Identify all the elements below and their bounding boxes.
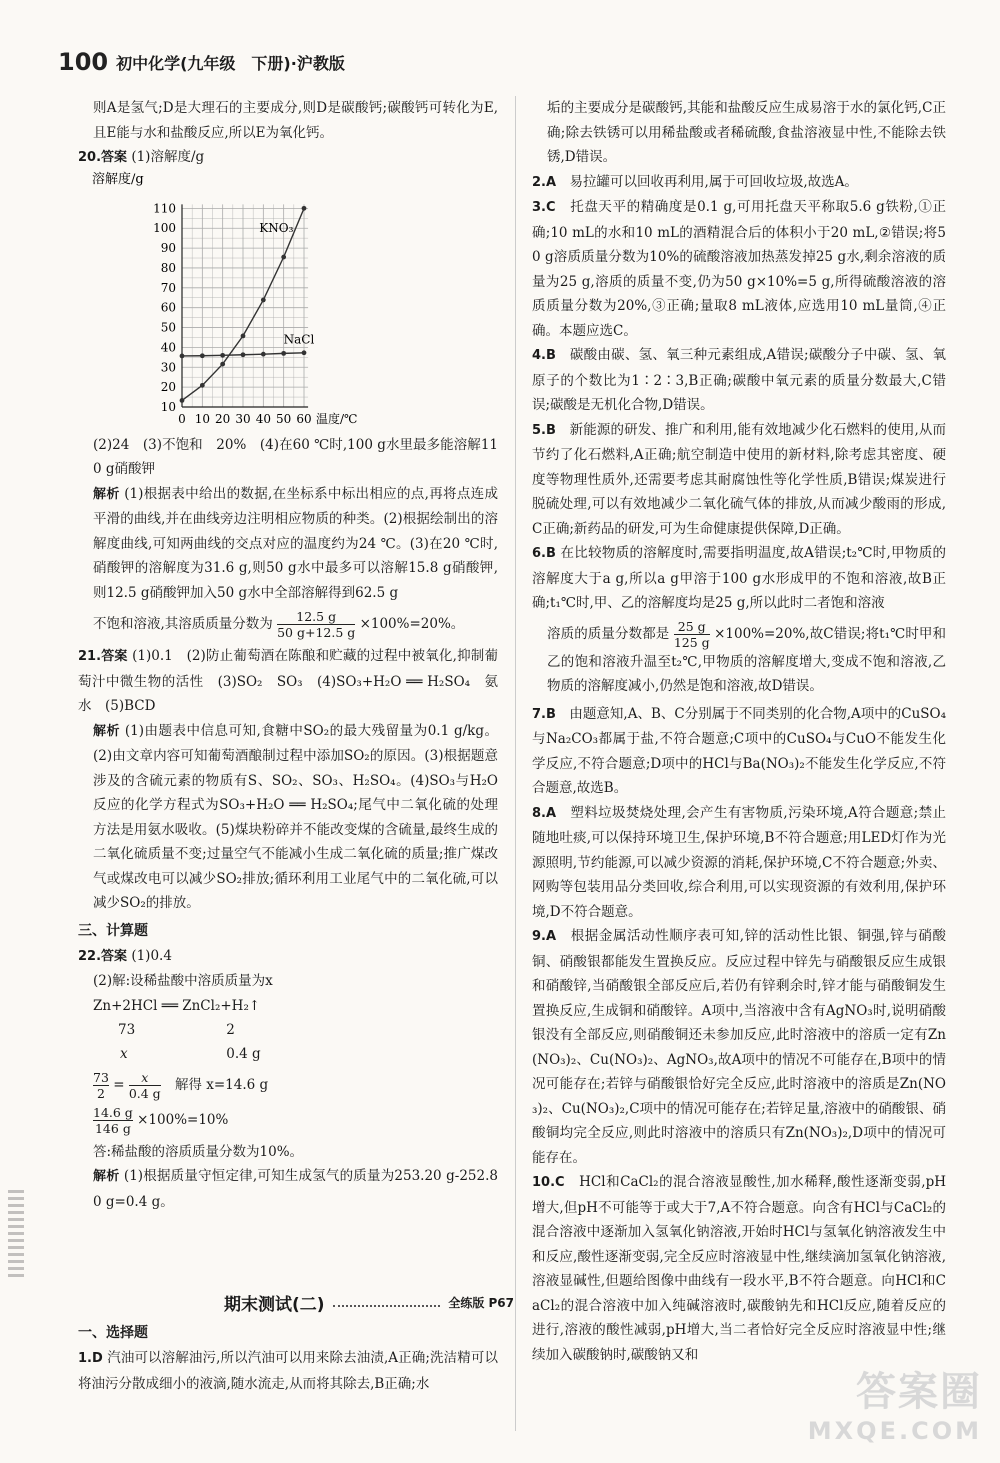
q21-analysis	[78, 719, 498, 916]
answer-label: 4.B	[532, 348, 556, 363]
x-axis-title: 温度/℃	[316, 411, 358, 426]
q22-frac2-num: x	[141, 1069, 149, 1085]
y-tick-label: 60	[160, 300, 176, 315]
y-tick-label: 40	[160, 339, 176, 354]
q1-text: 汽油可以溶解油污,所以汽油可以用来除去油渍,A正确;洗洁精可以将油污分散成细小的液滴,随水流走,从而将其除去,B正确;水	[78, 1350, 498, 1392]
q22-frac1	[93, 1070, 109, 1101]
exam-section-title	[224, 1290, 514, 1315]
answer-item	[532, 195, 946, 343]
answer-text: 新能源的研发、推广和利用,能有效地减少化石燃料的使用,从而节约了化石燃料,A正确;航空制造中使用的新材料,除考虑其密度、硬度等物理性质外,还需要考虑其耐腐蚀性等化学性质,B错误;煤炭进行脱硫处理,可以有效地减少二氧化硫气体的排放,从而减少酸雨的形成,C正确;新药品的研发,可为生命健康提供保障,D正确。	[532, 421, 946, 537]
x-tick-label: 0	[178, 411, 186, 426]
y-tick-label: 80	[160, 260, 176, 275]
watermark	[808, 1360, 982, 1445]
x-tick-label: 50	[276, 411, 292, 426]
answer-text: 由题意知,A、B、C分别属于不同类别的化合物,A项中的CuSO₄与Na₂CO₃都属于盐,不符合题意;C项中的CuSO₄与CuO不能发生化学反应,不符合题意;D项中的HCl与Ba(NO₃)₂不能发生化学反应,不符合题意,故选B。	[532, 705, 946, 796]
q22-analysis-label: 解析	[93, 1169, 120, 1184]
q20-analysis-end-b: ×100%=20%。	[359, 616, 465, 632]
q22-frac3	[93, 1105, 133, 1136]
q20-answer-line	[78, 145, 498, 171]
answer-item	[532, 702, 946, 801]
answer-item	[532, 418, 946, 542]
section-calculation: 三、计算题	[78, 922, 148, 939]
answer-label: 2.A	[532, 174, 557, 190]
answer-text: 碳酸由碳、氢、氧三种元素组成,A错误;碳酸分子中碳、氢、氧原子的个数比为1∶2∶3,B正确;碳酸中氧元素的质量分数最大,C错误;碳酸是无机化合物,D错误。	[532, 347, 946, 413]
data-point	[200, 382, 205, 387]
page-number: 100	[58, 48, 109, 76]
q6-frac-den: 125 g	[673, 634, 710, 650]
solubility-chart	[92, 171, 412, 433]
q22-answer	[78, 944, 498, 970]
answer-item	[532, 343, 946, 418]
side-tab-marker	[8, 1190, 24, 1280]
watermark-line2: MXQE.COM	[807, 1417, 982, 1445]
q22-ratio-b: 2	[226, 1021, 235, 1038]
q20-frac-num: 12.5 g	[296, 609, 337, 624]
x-tick-label: 40	[255, 411, 271, 426]
y-tick-label: 110	[153, 200, 176, 215]
column-divider	[515, 96, 516, 1431]
y-tick-label: 70	[160, 280, 176, 295]
q20-fraction	[277, 609, 355, 640]
q22-frac2	[129, 1070, 161, 1101]
left-column	[78, 96, 498, 1214]
intro-paragraph: 则A是氢气;D是大理石的主要成分,则D是碳酸钙;碳酸钙可转化为E,且E能与水和盐酸反应,所以E为氧化钙。	[93, 100, 498, 141]
page-header	[58, 48, 345, 76]
q22-var-b: 0.4 g	[226, 1045, 261, 1062]
data-point	[261, 297, 266, 302]
right-column	[532, 96, 946, 1367]
q6-text-a: 在比较物质的溶解度时,需要指明温度,故A错误;t₂℃时,甲物质的溶解度大于a g,所以a g甲溶于100 g水形成甲的不饱和溶液,故B正确;t₁℃时,甲、乙的溶解度均是25 g,所以此时二者饱和溶液	[532, 545, 947, 611]
q22-conclusion: 答:稀盐酸的溶质质量分数为10%。	[93, 1143, 304, 1160]
q21-label: 21.答案	[78, 649, 128, 664]
y-axis-title: 溶解度/g	[92, 171, 144, 187]
x-tick-label: 20	[215, 411, 231, 426]
q22-eq-sign: =	[113, 1076, 125, 1093]
leader-dots	[333, 1305, 441, 1307]
data-point	[220, 361, 225, 366]
answer-text: 托盘天平的精确度是0.1 g,可用托盘天平称取5.6 g铁粉,①正确;10 mL的水和10 mL的酒精混合后的体积小于20 mL,②错误;将50 g溶质质量分数为10%的硫酸溶液加热蒸发掉25 g水,剩余溶液的质量为25 g,溶质的质量不变,仍为50 g×10%=5 g,所得硫酸溶液的溶质质量分数为20%,③正确;量取8 mL液体,应选用10 mL量筒,④正确。本题应选C。	[532, 199, 947, 339]
q1-continued: 垢的主要成分是碳酸钙,其能和盐酸反应生成易溶于水的氯化钙,C正确;除去铁锈可以用稀盐酸或者稀硫酸,食盐溶液显中性,不能除去铁锈,D错误。	[547, 100, 946, 165]
q20-part1: (1)溶解度/g	[131, 149, 205, 165]
q22-ratio-a: 73	[118, 1021, 136, 1038]
data-point	[302, 205, 307, 210]
answer-label: 9.A	[532, 929, 557, 944]
solubility-chart-svg	[92, 171, 412, 433]
answer-label: 8.A	[532, 805, 557, 821]
q21-answer	[78, 644, 498, 719]
y-tick-label: 30	[160, 359, 176, 374]
answer-item	[532, 924, 946, 1170]
answer-item	[532, 170, 946, 196]
q22-proportion	[78, 1070, 498, 1101]
q22-frac1-den: 2	[93, 1085, 109, 1101]
q22-solve: (2)解:设稀盐酸中溶质质量为x	[93, 973, 273, 989]
q20-analysis-text: (1)根据表中给出的数据,在坐标系中标出相应的点,再将点连成平滑的曲线,并在曲线旁边注明相应物质的种类。(2)根据绘制出的溶解度曲线,可知两曲线的交点对应的温度约为24 ℃。(3)在20 ℃时,硝酸钾的溶解度为31.6 g,则50 g水中最多可以溶解15.8 g硝酸钾,则12.5 g硝酸钾加入50 g水中全部溶解得到62.5 g	[93, 485, 498, 601]
data-point	[261, 351, 266, 356]
answer-text: HCl和CaCl₂的混合溶液显酸性,加水稀释,酸性逐渐变弱,pH增大,但pH不可能等于或大于7,A不符合题意。向含有HCl与CaCl₂的混合溶液中逐渐加入氢氧化钠溶液,开始时HCl与氢氧化钠溶液发生中和反应,酸性逐渐变弱,完全反应时溶液显中性,继续滴加氢氧化钠溶液,溶液显碱性,但题给图像中曲线有一段水平,B不符合题意。向HCl和CaCl₂的混合溶液中加入纯碱溶液时,碳酸钠先和HCl反应,随着反应的进行,溶液的酸性减弱,pH增大,当二者恰好完全反应时溶液显中性;继续加入碳酸钠时,碳酸钠又和	[532, 1174, 946, 1363]
q21-analysis-label: 解析	[93, 723, 121, 739]
data-point	[220, 352, 225, 357]
series-label: KNO₃	[259, 220, 294, 235]
q20-frac-den: 50 g+12.5 g	[277, 625, 356, 640]
y-tick-label: 50	[160, 320, 176, 335]
q21-analysis-text: (1)由题表中信息可知,食糖中SO₂的最大残留量为0.1 g/kg。(2)由文章内容可知葡萄酒酿制过程中添加SO₂的原因。(3)根据题意涉及的含硫元素的物质有S、SO₂、SO₃、H₂SO₄。(4)SO₃与H₂O反应的化学方程式为SO₃+H₂O ══ H₂SO₄;尾气中二氧化硫的处理方法是用氨水吸收。(5)煤块粉碎并不能改变煤的含硫量,最终生成的二氧化硫质量不变;过量空气不能减小生成二氧化硫的质量;推广煤改气或煤改电可以减少SO₂排放;循环利用工业尾气中的二氧化硫,可以减少SO₂的排放。	[93, 722, 498, 911]
data-point	[241, 333, 246, 338]
q22-frac3-num: 14.6 g	[93, 1104, 133, 1120]
q22-frac3-den: 146 g	[94, 1120, 131, 1136]
q22-part1: (1)0.4	[131, 947, 172, 964]
q22-frac1-num: 73	[93, 1069, 109, 1085]
q22-analysis-text: (1)根据质量守恒定律,可知生成氢气的质量为253.20 g-252.80 g=0.4 g。	[93, 1168, 498, 1210]
q1-label: 1.D	[78, 1351, 103, 1366]
answers-7-to-10	[532, 702, 946, 1368]
q20-analysis-end-a: 不饱和溶液,其溶质质量分数为	[93, 616, 273, 632]
q22-analysis	[78, 1164, 498, 1214]
exam-title-text: 期末测试(二)	[224, 1295, 325, 1315]
series-label: NaCl	[283, 331, 315, 346]
answer-label: 3.C	[532, 200, 556, 215]
q6-text-b: 溶质的质量分数都是	[547, 625, 670, 642]
q22-ratio-row	[78, 1018, 498, 1042]
answer-item	[532, 1170, 946, 1367]
q1-answer	[78, 1346, 498, 1396]
answer-text: 根据金属活动性顺序表可知,锌的活动性比银、铜强,锌与硝酸铜、硝酸银都能发生置换反应。反应过程中锌先与硝酸银反应生成银和硝酸锌,当硝酸银全部反应后,若仍有锌剩余时,锌才能与硝酸铜发生置换反应,生成铜和硝酸锌。A项中,当溶液中含有AgNO₃时,说明硝酸银没有全部反应,则硝酸铜还未参加反应,此时溶液中的溶质一定有Zn(NO₃)₂、Cu(NO₃)₂、AgNO₃,故A项中的情况不可能存在,B项中的情况可能存在;若锌与硝酸银恰好完全反应,此时溶液中的溶质是Zn(NO₃)₂、Cu(NO₃)₂,C项中的情况可能存在;若锌足量,溶液中的硝酸银、硝酸铜均完全反应,则此时溶液中的溶质只有Zn(NO₃)₂,D项中的情况可能存在。	[532, 928, 946, 1166]
answers-2-to-5	[532, 170, 946, 542]
q22-var-row	[78, 1042, 498, 1066]
y-tick-label: 90	[160, 240, 176, 255]
answer-label: 5.B	[532, 422, 556, 438]
q6-label: 6.B	[532, 546, 556, 561]
data-point	[281, 350, 286, 355]
q20-analysis-end	[78, 609, 498, 640]
section-choice: 一、选择题	[78, 1325, 148, 1341]
watermark-line1: 答案圈	[856, 1369, 982, 1415]
answer-text: 塑料垃圾焚烧处理,会产生有害物质,污染环境,A符合题意;禁止随地吐痰,可以保持环境卫生,保护环境,B不符合题意;用LED灯作为光源照明,节约能源,可以减少资源的消耗,保护环境,C不符合题意;外卖、网购等包装用品分类回收,综合利用,可以实现资源的有效利用,保护环境,D不符合题意。	[532, 804, 947, 920]
x-tick-label: 30	[235, 411, 251, 426]
q20-analysis	[78, 482, 498, 606]
q6-answer	[532, 541, 946, 616]
book-title: 初中化学(九年级 下册)·沪教版	[116, 53, 345, 73]
q6-answer-frac	[532, 619, 946, 699]
data-point	[180, 398, 185, 403]
q6-fraction	[674, 619, 710, 650]
q22-frac2-den: 0.4 g	[128, 1085, 161, 1101]
answer-label: 7.B	[532, 706, 556, 722]
answer-label: 10.C	[532, 1175, 565, 1190]
x-tick-label: 60	[296, 411, 312, 426]
q20-part2: (2)24 (3)不饱和 20% (4)在60 ℃时,100 g水里最多能溶解110 g硝酸钾	[93, 436, 498, 477]
y-tick-label: 100	[153, 220, 176, 235]
left-column-bottom	[78, 1318, 498, 1396]
q20-label: 20.答案	[78, 150, 128, 165]
q22-var-a: x	[120, 1045, 128, 1062]
data-point	[180, 353, 185, 358]
y-tick-label: 20	[160, 379, 176, 394]
exam-page-ref: 全练版 P67	[448, 1296, 514, 1310]
y-tick-label: 10	[160, 399, 176, 414]
data-point	[241, 352, 246, 357]
q22-solve-result: 解得 x=14.6 g	[174, 1076, 269, 1093]
x-tick-label: 10	[194, 411, 210, 426]
q22-equation: Zn+2HCl ══ ZnCl₂+H₂↑	[93, 997, 261, 1014]
q21-answer-text: (1)0.1 (2)防止葡萄酒在陈酿和贮藏的过程中被氧化,抑制葡萄汁中微生物的活性 (3)SO₂ SO₃ (4)SO₃+H₂O ══ H₂SO₄ 氨水 (5)BCD	[78, 648, 498, 714]
q6-frac-num: 25 g	[677, 618, 706, 634]
answer-item	[532, 801, 946, 925]
q20-analysis-label: 解析	[93, 486, 120, 502]
data-point	[281, 254, 286, 259]
q22-percent-calc	[78, 1105, 498, 1136]
data-point	[200, 353, 205, 358]
data-point	[302, 350, 307, 355]
answer-text: 易拉罐可以回收再利用,属于可回收垃圾,故选A。	[569, 173, 858, 190]
q6-text-c: ×100%=20%,故C错误;将t₁℃时甲和乙的饱和溶液升温至t₂℃,甲物质的溶解度增大,变成不饱和溶液,乙物质的溶解度减小,仍然是饱和溶液,故D错误。	[547, 625, 947, 694]
q22-label: 22.答案	[78, 948, 128, 964]
q22-percent: ×100%=10%	[137, 1111, 229, 1128]
